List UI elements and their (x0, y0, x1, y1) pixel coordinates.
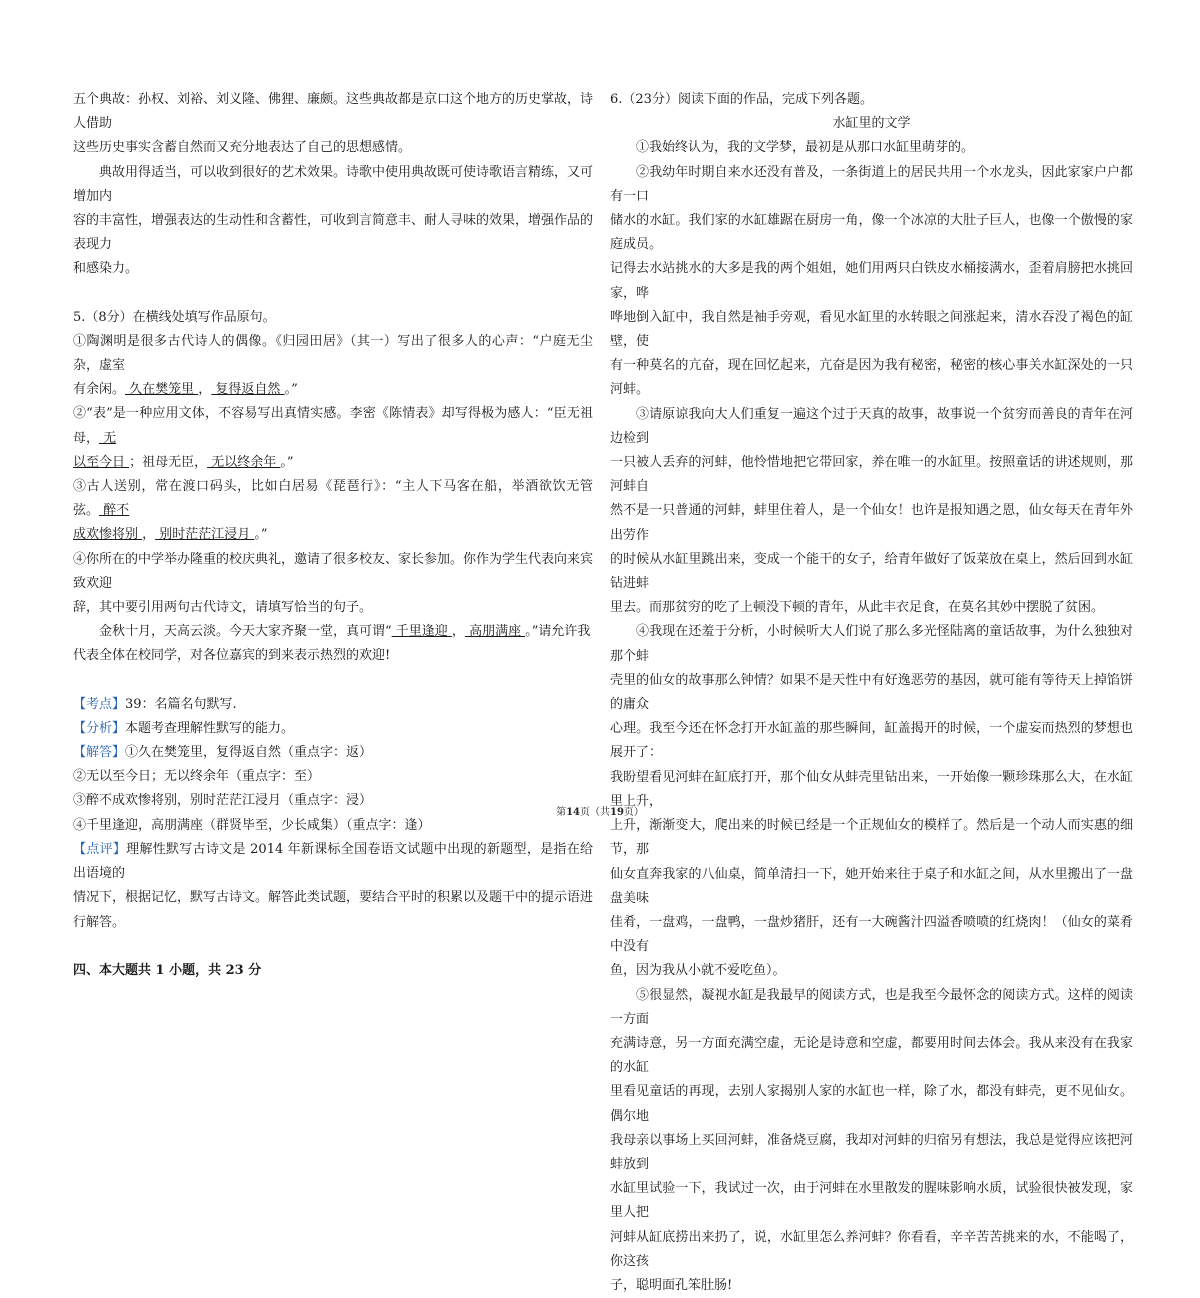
paragraph: ③请原谅我向大人们重复一遍这个过于天真的故事，故事说一个贫穷而善良的青年在河边检到 (610, 406, 1133, 446)
answer-blank: 成欢惨将别 (73, 527, 143, 543)
paragraph: 然不是一只普通的河蚌，蚌里住着人，是一个仙女！也许是报知遇之恩，仙女每天在青年外出劳作 (610, 503, 1133, 543)
answer-blank: 千里逢迎 (391, 624, 452, 640)
jieda-tag: 【解答】 (73, 745, 126, 761)
page-number: 14 (566, 807, 580, 818)
answer-line: ③古人送别，常在渡口码头，比如白居易《琵琶行》：“主人下马客在船，举酒欲饮无管弦。 醉不 (73, 479, 593, 519)
paragraph: ④你所在的中学举办隆重的校庆典礼，邀请了很多校友、家长参加。你作为学生代表向来宾致欢迎 (73, 551, 594, 591)
question-6-title: 6.（23分）阅读下面的作品，完成下列各题。 (610, 92, 873, 107)
paragraph: 心理。我至今还在怀念打开水缸盖的那些瞬间，缸盖揭开的时候，一个虚妄而热烈的梦想也展开了： (610, 721, 1133, 761)
kaodian-tag: 【考点】 (73, 696, 126, 712)
paragraph: 容的丰富性，增强表达的生动性和含蓄性，可收到言简意丰、耐人寻味的效果，增强作品的表现力 (73, 213, 594, 253)
paragraph: 哗地倒入缸中，我自然是袖手旁观，看见水缸里的水转眼之间涨起来，清水吞没了褐色的缸壁，使 (610, 309, 1133, 350)
paragraph: 鱼，因为我从小就不爱吃鱼）。 (610, 963, 786, 979)
paragraph: 我盼望看见河蚌在缸底打开，那个仙女从蚌壳里钻出来，一开始像一颗珍珠那么大，在水缸里上升， (610, 769, 1133, 809)
paragraph: 里去。而那贫穷的吃了上顿没下顿的青年，从此丰衣足食，在莫名其妙中摆脱了贫困。 (610, 600, 1105, 616)
paragraph: 记得去水站挑水的大多是我的两个姐姐，她们用两只白铁皮水桶接满水，歪着肩膀把水挑回家，哗 (610, 261, 1133, 301)
answer-line: 成欢惨将别 ， 别时茫茫江浸月 。” (73, 527, 268, 543)
paragraph: ①陶渊明是很多古代诗人的偶像。《归园田居》（其一）写出了很多人的心声：“户庭无尘杂，虚室 (73, 333, 593, 374)
paragraph: 一只被人丢弃的河蚌，他怜惜地把它带回家，养在唯一的水缸里。按照童话的讲述规则，那河蚌自 (610, 455, 1133, 495)
page-total: 19 (610, 807, 624, 818)
page-footer: 第14页（共19页） (556, 807, 644, 818)
answer-blank: 以至今日 (73, 454, 130, 470)
left-column (73, 88, 593, 983)
fenxi: 【分析】本题考查理解性默写的能力。 (73, 720, 295, 736)
answer-line: 以至今日 ；祖母无臣， 无以终余年 。” (73, 454, 294, 470)
paragraph: 充满诗意，另一方面充满空虚，无论是诗意和空虚，都要用时间去体会。我从来没有在我家的水缸 (610, 1035, 1133, 1076)
paragraph: 仙女直奔我家的八仙桌，简单清扫一下，她开始来往于桌子和水缸之间，从水里搬出了一盘盘美味 (610, 866, 1133, 906)
question-5-title: 5.（8分）在横线处填写作品原句。 (73, 309, 276, 325)
answer-blank: 高朋满座 (464, 624, 526, 640)
answer-line: 有余闲。 久在樊笼里 ， 复得返自然 。” (73, 382, 298, 398)
paragraph: 辞，其中要引用两句古代诗文，请填写恰当的句子。 (73, 600, 373, 616)
paragraph: 里看见童话的再现，去别人家揭别人家的水缸也一样，除了水，都没有蚌壳，更不见仙女。偶尔地 (610, 1084, 1133, 1124)
paragraph: ②无以至今日；无以终余年（重点字：至） (73, 769, 321, 785)
paragraph: 有一种莫名的亢奋，现在回忆起来，亢奋是因为我有秘密，秘密的核心事关水缸深处的一只河蚌。 (610, 358, 1133, 398)
paragraph: 河蚌从缸底捞出来扔了，说，水缸里怎么养河蚌？你看看，辛辛苦苦挑来的水，不能喝了，你这孩 (610, 1229, 1133, 1269)
paragraph: 壳里的仙女的故事那么钟情？如果不是天性中有好逸恶劳的基因，就可能有等待天上掉馅饼的庸众 (610, 672, 1133, 713)
answer-blank: 别时茫茫江浸月 (155, 527, 255, 543)
paragraph: 我母亲以事场上买回河蚌，准备烧豆腐，我却对河蚌的归宿另有想法，我总是觉得应该把河蚌放到 (610, 1132, 1133, 1172)
answer-blank: 无 (99, 430, 117, 446)
paragraph: 的时候从水缸里跳出来，变成一个能干的女子，给青年做好了饭菜放在桌上，然后回到水缸钻进蚌 (610, 551, 1133, 592)
jieda: 【解答】①久在樊笼里，复得返自然（重点字：返） (73, 745, 373, 761)
answer-line: 金秋十月，天高云淡。今天大家齐聚一堂，真可谓“ 千里逢迎 ， 高朋满座 。”请允许我 (99, 624, 591, 640)
paragraph: 情况下，根据记忆，默写古诗文。解答此类试题，要结合平时的积累以及题干中的提示语进行解答。 (73, 890, 594, 930)
dianping-tag: 【点评】 (73, 841, 127, 857)
paragraph: 和感染力。 (73, 261, 139, 277)
paragraph: ③醉不成欢惨将别，别时茫茫江浸月（重点字：浸） (73, 793, 373, 809)
paragraph: 典故用得适当，可以收到很好的艺术效果。诗歌中使用典故既可使诗歌语言精练，又可增加内 (73, 164, 594, 204)
answer-blank: 无以终余年 (207, 454, 281, 470)
answer-blank: 复得返自然 (211, 382, 285, 398)
paragraph: ④我现在还羞于分析，小时候听大人们说了那么多光怪陆离的童话故事，为什么独独对那个蚌 (610, 624, 1133, 664)
paragraph: 储水的水缸。我们家的水缸雄踞在厨房一角，像一个冰凉的大肚子巨人，也像一个傲慢的家庭成员。 (610, 213, 1133, 253)
right-column (610, 88, 1133, 1298)
paragraph: ④千里逢迎，高朋满座（群贤毕至，少长咸集）（重点字：逢） (73, 817, 431, 833)
paragraph: 水缸里试验一下，我试过一次，由于河蚌在水里散发的腥味影响水质，试验很快被发现，家里人把 (610, 1181, 1133, 1221)
paragraph: ①我始终认为，我的文学梦，最初是从那口水缸里萌芽的。 (636, 140, 975, 156)
paragraph: 佳肴，一盘鸡，一盘鸭，一盘炒猪肝，还有一大碗酱汁四溢香喷喷的红烧肉！（仙女的菜肴中没有 (610, 914, 1133, 955)
paragraph: 子，聪明面孔笨肚肠! (610, 1277, 733, 1293)
answer-line: ②“表”是一种应用文体，不容易写出真情实感。李密《陈情表》却写得极为感人：“臣无祖母， 无 (73, 406, 593, 446)
dianping: 【点评】理解性默写古诗文是 2014 年新课标全国卷语文试题中出现的新题型，是指在给出语境的 (73, 841, 593, 882)
paragraph: 五个典故：孙权、刘裕、刘义隆、佛狸、廉颇。这些典故都是京口这个地方的历史掌故，诗人借助 (73, 92, 594, 132)
section-heading: 四、本大题共 1 小题，共 23 分 (73, 962, 262, 978)
paragraph: 代表全体在校同学，对各位嘉宾的到来表示热烈的欢迎! (73, 648, 391, 664)
paragraph: ②我幼年时期自来水还没有普及，一条街道上的居民共用一个水龙头，因此家家户户都有一口 (610, 164, 1133, 204)
answer-blank: 醉不 (99, 503, 130, 519)
answer-blank: 久在樊笼里 (125, 382, 199, 398)
fenxi-tag: 【分析】 (73, 720, 126, 736)
paragraph: 上升，渐渐变大，爬出来的时候已经是一个正规仙女的模样了。然后是一个动人而实惠的细节，那 (610, 818, 1133, 858)
article-title: 水缸里的文学 (832, 116, 911, 132)
kaodian: 【考点】39：名篇名句默写. (73, 696, 237, 712)
paragraph: 这些历史事实含蓄自然而又充分地表达了自己的思想感情。 (73, 140, 412, 156)
paragraph: ⑤很显然，凝视水缸是我最早的阅读方式，也是我至今最怀念的阅读方式。这样的阅读一方面 (610, 987, 1133, 1027)
